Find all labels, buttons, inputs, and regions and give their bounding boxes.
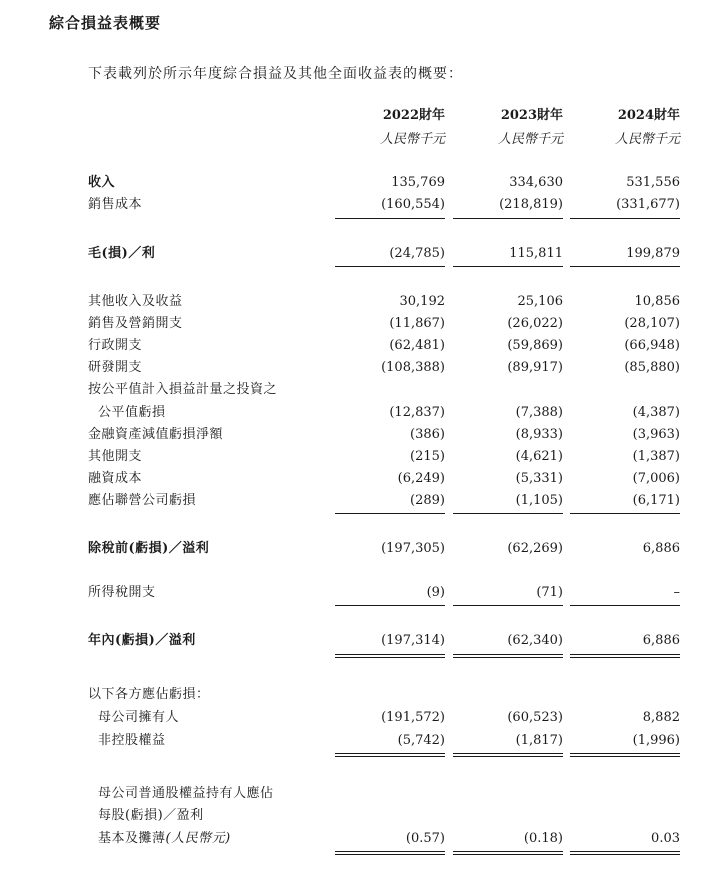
value-2024: 531,556 xyxy=(626,175,680,190)
total-double-rule-bottom xyxy=(570,756,680,757)
subtotal-rule xyxy=(335,218,445,219)
row-label xyxy=(98,829,231,849)
value-2023: (7,388) xyxy=(515,405,563,420)
row-other-expenses xyxy=(0,447,726,467)
row-label: 金融資產減值虧損淨額 xyxy=(88,427,224,442)
row-label: 非控股權益 xyxy=(98,733,166,748)
value-2022: (215) xyxy=(410,449,445,464)
row-eps xyxy=(0,829,726,849)
row-label: 按公平值計入損益計量之投資之 xyxy=(88,382,278,397)
subtotal-rule xyxy=(570,266,680,267)
value-2023: (62,269) xyxy=(507,541,563,556)
row-label-text: 基本及攤薄 xyxy=(98,831,166,846)
value-2023: (62,340) xyxy=(507,633,563,648)
row-label: 銷售及營銷開支 xyxy=(88,316,183,331)
row-fvtpl-loss xyxy=(0,403,726,423)
value-2024: (1,996) xyxy=(632,733,680,748)
row-label: 年內(虧損)／溢利 xyxy=(88,633,196,648)
value-2024: 10,856 xyxy=(634,294,680,309)
value-2024: (85,880) xyxy=(624,360,680,375)
value-2024: 199,879 xyxy=(626,246,680,261)
row-label: 母公司擁有人 xyxy=(98,710,180,725)
column-unit: 人民幣千元 xyxy=(614,132,680,147)
row-eps-caption-1 xyxy=(0,784,726,804)
total-double-rule-top xyxy=(570,753,680,754)
row-label: 每股(虧損)／盈利 xyxy=(98,808,204,823)
row-income-tax xyxy=(0,583,726,603)
total-double-rule-top xyxy=(335,753,445,754)
row-label: 母公司普通股權益持有人應佔 xyxy=(98,786,274,801)
row-label: 收入 xyxy=(88,175,116,190)
row-label: 其他開支 xyxy=(88,449,143,464)
subtotal-rule xyxy=(453,218,563,219)
value-2024: (4,387) xyxy=(632,405,680,420)
row-associate-loss xyxy=(0,491,726,511)
value-2022: (197,314) xyxy=(381,633,445,648)
column-unit: 人民幣千元 xyxy=(497,132,563,147)
value-2023: (4,621) xyxy=(515,449,563,464)
row-cost-of-sales xyxy=(0,195,726,215)
row-fvtpl-caption xyxy=(0,380,726,400)
total-double-rule-top xyxy=(453,654,563,655)
row-selling-expenses xyxy=(0,314,726,334)
row-label: 應佔聯營公司虧損 xyxy=(88,493,197,508)
value-2023: (1,817) xyxy=(515,733,563,748)
value-2022: (160,554) xyxy=(381,197,445,212)
value-2024: – xyxy=(673,585,680,600)
value-2024: (28,107) xyxy=(624,316,680,331)
value-2022: (289) xyxy=(410,493,445,508)
total-double-rule-bottom xyxy=(453,854,563,855)
total-double-rule-top xyxy=(335,851,445,852)
row-rnd-expenses xyxy=(0,358,726,378)
value-2023: (218,819) xyxy=(499,197,563,212)
value-2022: (108,388) xyxy=(381,360,445,375)
total-double-rule-top xyxy=(453,851,563,852)
value-2024: 6,886 xyxy=(642,633,680,648)
subtotal-rule xyxy=(453,513,563,514)
value-2023: (5,331) xyxy=(515,471,563,486)
value-2023: (89,917) xyxy=(507,360,563,375)
subtotal-rule xyxy=(335,605,445,606)
value-2023: (60,523) xyxy=(507,710,563,725)
row-label: 行政開支 xyxy=(88,338,143,353)
total-double-rule-top xyxy=(335,654,445,655)
total-double-rule-top xyxy=(570,851,680,852)
value-2022: (0.57) xyxy=(405,831,445,846)
row-profit-for-year xyxy=(0,631,726,651)
value-2022: (191,572) xyxy=(381,710,445,725)
subtotal-rule xyxy=(570,513,680,514)
value-2023: (59,869) xyxy=(507,338,563,353)
column-year: 2023財年 xyxy=(500,108,563,123)
subtotal-rule xyxy=(453,266,563,267)
row-non-controlling xyxy=(0,731,726,751)
row-gross-profit xyxy=(0,244,726,264)
row-revenue xyxy=(0,173,726,193)
row-label-unit: (人民幣元) xyxy=(165,831,231,846)
column-year: 2022財年 xyxy=(382,108,445,123)
value-2024: 6,886 xyxy=(642,541,680,556)
intro-text: 下表載列於所示年度綜合損益及其他全面收益表的概要： xyxy=(88,66,463,82)
row-impairment xyxy=(0,425,726,445)
value-2023: (26,022) xyxy=(507,316,563,331)
subtotal-rule xyxy=(453,605,563,606)
row-label: 銷售成本 xyxy=(88,197,143,212)
value-2022: (24,785) xyxy=(389,246,445,261)
value-2023: (71) xyxy=(536,585,563,600)
value-2024: (66,948) xyxy=(624,338,680,353)
row-eps-caption-2 xyxy=(0,806,726,826)
row-label: 融資成本 xyxy=(88,471,143,486)
value-2022: (62,481) xyxy=(389,338,445,353)
value-2023: (8,933) xyxy=(515,427,563,442)
value-2023: 25,106 xyxy=(517,294,563,309)
total-double-rule-bottom xyxy=(570,657,680,658)
value-2023: 334,630 xyxy=(509,175,563,190)
row-label: 毛(損)／利 xyxy=(88,246,156,261)
value-2024: (7,006) xyxy=(632,471,680,486)
total-double-rule-bottom xyxy=(453,657,563,658)
value-2022: (12,837) xyxy=(389,405,445,420)
subtotal-rule xyxy=(570,605,680,606)
column-year: 2024財年 xyxy=(617,108,680,123)
column-unit: 人民幣千元 xyxy=(379,132,445,147)
total-double-rule-bottom xyxy=(453,756,563,757)
row-finance-costs xyxy=(0,469,726,489)
subtotal-rule xyxy=(335,513,445,514)
value-2022: (11,867) xyxy=(389,316,445,331)
value-2022: 30,192 xyxy=(399,294,445,309)
subtotal-rule xyxy=(335,266,445,267)
column-header-2022 xyxy=(335,106,445,150)
row-label: 所得稅開支 xyxy=(88,585,156,600)
value-2022: (197,305) xyxy=(381,541,445,556)
row-label: 公平值虧損 xyxy=(98,405,166,420)
row-profit-before-tax xyxy=(0,539,726,559)
row-label: 研發開支 xyxy=(88,360,143,375)
value-2024: (1,387) xyxy=(632,449,680,464)
total-double-rule-bottom xyxy=(335,756,445,757)
value-2023: (1,105) xyxy=(515,493,563,508)
value-2023: (0.18) xyxy=(523,831,563,846)
total-double-rule-top xyxy=(453,753,563,754)
value-2022: (6,249) xyxy=(397,471,445,486)
subtotal-rule xyxy=(570,218,680,219)
value-2022: (9) xyxy=(426,585,445,600)
value-2024: 8,882 xyxy=(642,710,680,725)
row-label: 除稅前(虧損)／溢利 xyxy=(88,541,210,556)
total-double-rule-top xyxy=(570,654,680,655)
value-2024: (331,677) xyxy=(616,197,680,212)
value-2024: (3,963) xyxy=(632,427,680,442)
value-2022: 135,769 xyxy=(391,175,445,190)
row-label: 以下各方應佔虧損： xyxy=(88,687,210,702)
value-2023: 115,811 xyxy=(509,246,563,261)
row-owners xyxy=(0,708,726,728)
value-2022: (386) xyxy=(410,427,445,442)
column-header-2024 xyxy=(570,106,680,150)
value-2024: 0.03 xyxy=(651,831,680,846)
section-title: 綜合損益表概要 xyxy=(49,14,162,32)
value-2024: (6,171) xyxy=(632,493,680,508)
total-double-rule-bottom xyxy=(335,657,445,658)
total-double-rule-bottom xyxy=(335,854,445,855)
total-double-rule-bottom xyxy=(570,854,680,855)
row-label: 其他收入及收益 xyxy=(88,294,183,309)
row-attributable-header xyxy=(0,685,726,705)
row-admin-expenses xyxy=(0,336,726,356)
value-2022: (5,742) xyxy=(397,733,445,748)
column-header-2023 xyxy=(453,106,563,150)
row-other-income xyxy=(0,292,726,312)
